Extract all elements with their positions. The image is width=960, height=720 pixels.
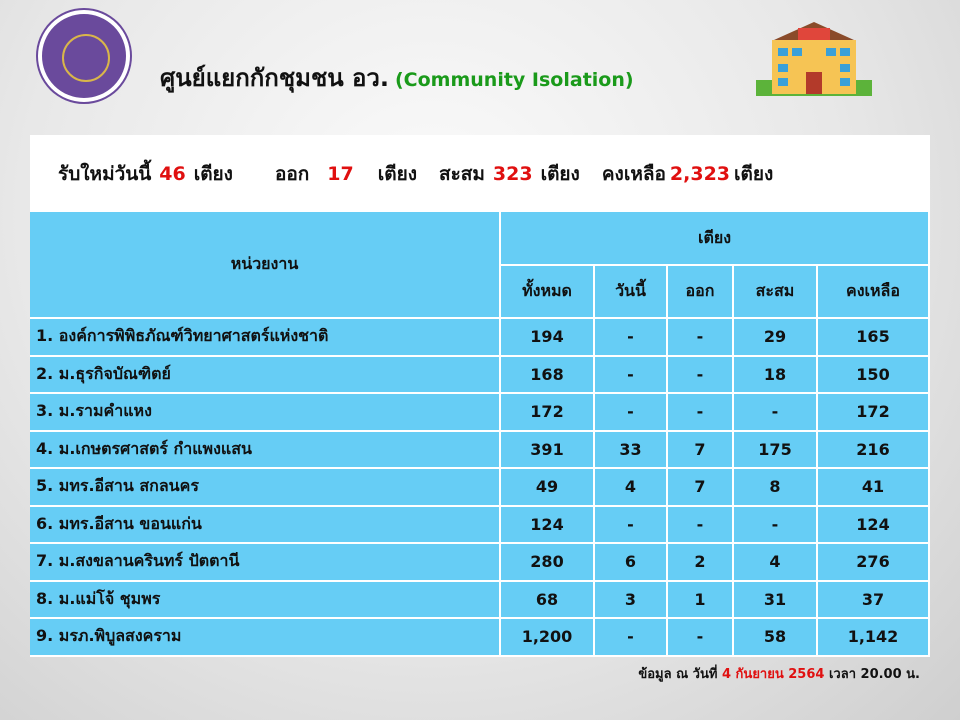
- bed-count: 7: [667, 468, 733, 506]
- bed-count: -: [733, 393, 817, 431]
- unit-name: 7. ม.สงขลานครินทร์ ปัตตานี: [30, 543, 500, 581]
- title-thai: ศูนย์แยกกักชุมชน อว.: [160, 64, 389, 92]
- bed-count: 18: [733, 356, 817, 394]
- col-header: วันนี้: [594, 265, 667, 318]
- bed-count: 49: [500, 468, 594, 506]
- bed-count: 8: [733, 468, 817, 506]
- unit: เตียง: [377, 162, 417, 185]
- table-row: [30, 543, 929, 581]
- unit-name: 2. ม.ธุรกิจบัณฑิตย์: [30, 356, 500, 394]
- col-group-beds: เตียง: [500, 212, 929, 265]
- bed-count: 175: [733, 431, 817, 469]
- data-timestamp: [638, 663, 920, 684]
- bed-count: 1,200: [500, 618, 594, 656]
- table-row: [30, 581, 929, 619]
- col-header: สะสม: [733, 265, 817, 318]
- table-row: [30, 356, 929, 394]
- bed-count: 29: [733, 318, 817, 356]
- bed-count: -: [594, 393, 667, 431]
- unit-name: 1. องค์การพิพิธภัณฑ์วิทยาศาสตร์แห่งชาติ: [30, 318, 500, 356]
- new-label: รับใหม่วันนี้: [58, 162, 152, 185]
- bed-count: 172: [500, 393, 594, 431]
- unit-name: 9. มรภ.พิบูลสงคราม: [30, 618, 500, 656]
- bed-count: 280: [500, 543, 594, 581]
- building-icon: [752, 20, 876, 96]
- unit-name: 3. ม.รามคำแหง: [30, 393, 500, 431]
- bed-count: -: [594, 506, 667, 544]
- title-english: (Community Isolation): [395, 69, 634, 91]
- bed-count: 33: [594, 431, 667, 469]
- bed-count: 1: [667, 581, 733, 619]
- bed-count: 172: [817, 393, 929, 431]
- col-header: ทั้งหมด: [500, 265, 594, 318]
- table-row: [30, 618, 929, 656]
- bed-count: -: [667, 318, 733, 356]
- bed-count: -: [733, 506, 817, 544]
- col-unit: หน่วยงาน: [30, 212, 500, 318]
- table-row: [30, 431, 929, 469]
- table-row: [30, 468, 929, 506]
- remain-label: คงเหลือ: [601, 162, 666, 185]
- unit-name: 6. มทร.อีสาน ขอนแก่น: [30, 506, 500, 544]
- footer-time: เวลา 20.00 น.: [828, 667, 920, 682]
- table-row: [30, 318, 929, 356]
- bed-count: 391: [500, 431, 594, 469]
- unit: เตียง: [734, 162, 774, 185]
- bed-count: 168: [500, 356, 594, 394]
- remain-value: 2,323: [669, 162, 731, 185]
- bed-count: 7: [667, 431, 733, 469]
- unit-name: 5. มทร.อีสาน สกลนคร: [30, 468, 500, 506]
- bed-count: 124: [500, 506, 594, 544]
- bed-count: 3: [594, 581, 667, 619]
- bed-count: 4: [733, 543, 817, 581]
- ministry-logo: [38, 10, 130, 102]
- unit-name: 8. ม.แม่โจ้ ชุมพร: [30, 581, 500, 619]
- bed-count: -: [594, 618, 667, 656]
- bed-count: 58: [733, 618, 817, 656]
- beds-table: [30, 212, 930, 657]
- bed-count: -: [594, 318, 667, 356]
- bed-count: -: [667, 356, 733, 394]
- bed-count: -: [667, 618, 733, 656]
- unit-name: 4. ม.เกษตรศาสตร์ กำแพงแสน: [30, 431, 500, 469]
- bed-count: 194: [500, 318, 594, 356]
- bed-count: 37: [817, 581, 929, 619]
- bed-count: 165: [817, 318, 929, 356]
- out-label: ออก: [274, 162, 310, 185]
- unit: เตียง: [540, 162, 580, 185]
- bed-count: 68: [500, 581, 594, 619]
- new-value: 46: [159, 162, 186, 185]
- footer-prefix: ข้อมูล ณ วันที่: [638, 667, 718, 682]
- bed-count: 41: [817, 468, 929, 506]
- col-header: ออก: [667, 265, 733, 318]
- bed-count: -: [667, 506, 733, 544]
- unit: เตียง: [193, 162, 233, 185]
- bed-count: 150: [817, 356, 929, 394]
- page-title: [160, 58, 634, 97]
- bed-count: -: [594, 356, 667, 394]
- col-header: คงเหลือ: [817, 265, 929, 318]
- bed-count: 4: [594, 468, 667, 506]
- bed-count: 124: [817, 506, 929, 544]
- bed-count: 216: [817, 431, 929, 469]
- total-label: สะสม: [438, 162, 485, 185]
- bed-count: 6: [594, 543, 667, 581]
- bed-count: 31: [733, 581, 817, 619]
- total-value: 323: [492, 162, 533, 185]
- footer-date: 4 กันยายน 2564: [721, 667, 825, 682]
- bed-count: 1,142: [817, 618, 929, 656]
- bed-count: 276: [817, 543, 929, 581]
- table-row: [30, 393, 929, 431]
- summary-bar: [30, 135, 930, 212]
- out-value: 17: [327, 162, 354, 185]
- bed-count: 2: [667, 543, 733, 581]
- bed-count: -: [667, 393, 733, 431]
- table-row: [30, 506, 929, 544]
